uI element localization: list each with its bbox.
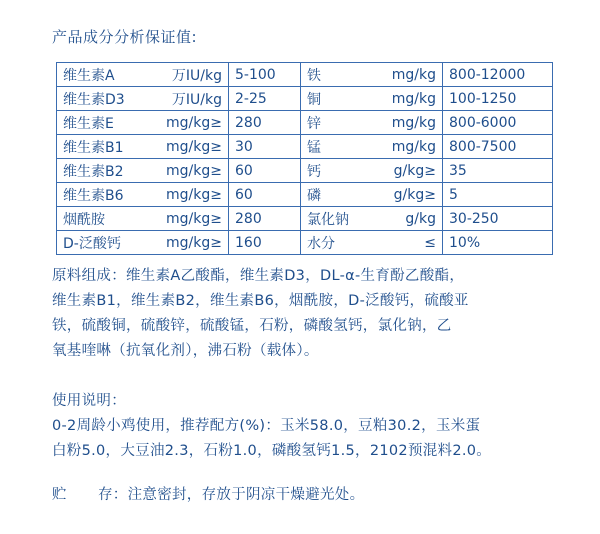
composition-paragraph [52, 264, 572, 364]
nutrient-unit: mg/kg≥ [166, 114, 222, 131]
nutrient-value: 5-100 [229, 63, 301, 87]
storage-label-2: 存： [98, 487, 128, 503]
section-title: 产品成分分析保证值: [52, 28, 198, 46]
analysis-row [57, 111, 553, 135]
analysis-row [57, 159, 553, 183]
nutrient-name: 维生素B1 [63, 139, 124, 156]
nutrient-cell [57, 111, 229, 135]
usage-line: 白粉5.0，大豆油2.3，石粉1.0，磷酸氢钙1.5，2102预混料2.0。 [52, 443, 492, 459]
nutrient-cell [301, 87, 443, 111]
nutrient-name: 钙 [307, 163, 321, 180]
composition-line: 氧基喹啉（抗氧化剂），沸石粉（载体）。 [52, 343, 319, 359]
nutrient-name: 水分 [307, 235, 335, 252]
nutrient-cell [57, 231, 229, 255]
usage-heading: 使用说明： [52, 393, 126, 409]
nutrient-value: 30-250 [443, 207, 553, 231]
usage-line: 0-2周龄小鸡使用，推荐配方(%)：玉米58.0，豆粕30.2，玉米蛋 [52, 418, 481, 434]
nutrient-value: 800-12000 [443, 63, 553, 87]
nutrient-name: 铜 [307, 91, 321, 108]
nutrient-value: 30 [229, 135, 301, 159]
nutrient-cell [301, 63, 443, 87]
nutrient-name: 烟酰胺 [63, 211, 105, 228]
nutrient-unit: ≤ [424, 234, 436, 251]
analysis-table [56, 62, 553, 255]
nutrient-unit: mg/kg≥ [166, 138, 222, 155]
nutrient-unit: mg/kg≥ [166, 162, 222, 179]
nutrient-cell [57, 159, 229, 183]
nutrient-name: 维生素E [63, 115, 114, 132]
nutrient-name: D-泛酸钙 [63, 235, 121, 252]
nutrient-name: 锰 [307, 139, 321, 156]
nutrient-unit: mg/kg≥ [166, 210, 222, 227]
storage-section [52, 483, 364, 504]
analysis-row [57, 231, 553, 255]
usage-section [52, 389, 572, 464]
nutrient-name: 维生素D3 [63, 91, 125, 108]
nutrient-cell [301, 159, 443, 183]
nutrient-cell [57, 207, 229, 231]
nutrient-unit: mg/kg [391, 90, 436, 107]
nutrient-unit: g/kg≥ [393, 162, 436, 179]
nutrient-unit: mg/kg≥ [166, 234, 222, 251]
nutrient-cell [57, 183, 229, 207]
nutrient-name: 氯化钠 [307, 211, 349, 228]
nutrient-unit: g/kg [405, 210, 436, 227]
nutrient-value: 35 [443, 159, 553, 183]
nutrient-name: 锌 [307, 115, 321, 132]
nutrient-value: 2-25 [229, 87, 301, 111]
nutrient-cell [57, 63, 229, 87]
nutrient-name: 铁 [307, 67, 321, 84]
storage-label-1: 贮 [52, 487, 67, 503]
nutrient-cell [301, 231, 443, 255]
nutrient-value: 280 [229, 111, 301, 135]
analysis-row [57, 87, 553, 111]
nutrient-value: 160 [229, 231, 301, 255]
nutrient-unit: mg/kg [391, 114, 436, 131]
composition-line: 维生素B1，维生素B2，维生素B6，烟酰胺，D-泛酸钙，硫酸亚 [52, 293, 469, 309]
nutrient-value: 60 [229, 183, 301, 207]
nutrient-value: 280 [229, 207, 301, 231]
composition-line: 铁，硫酸铜，硫酸锌，硫酸锰，石粉，磷酸氢钙，氯化钠，乙 [52, 318, 452, 334]
nutrient-name: 磷 [307, 187, 321, 204]
nutrient-value: 800-6000 [443, 111, 553, 135]
nutrient-name: 维生素B6 [63, 187, 124, 204]
nutrient-cell [57, 135, 229, 159]
nutrient-value: 100-1250 [443, 87, 553, 111]
nutrient-value: 800-7500 [443, 135, 553, 159]
nutrient-unit: mg/kg [391, 138, 436, 155]
nutrient-cell [301, 111, 443, 135]
analysis-row [57, 63, 553, 87]
nutrient-value: 10% [443, 231, 553, 255]
nutrient-cell [301, 183, 443, 207]
nutrient-unit: 万IU/kg [171, 91, 222, 108]
storage-text: 注意密封，存放于阴凉干燥避光处。 [127, 487, 365, 503]
nutrient-cell [301, 207, 443, 231]
nutrient-cell [301, 135, 443, 159]
nutrient-unit: g/kg≥ [393, 186, 436, 203]
nutrient-cell [57, 87, 229, 111]
nutrient-unit: mg/kg [391, 66, 436, 83]
nutrient-unit: 万IU/kg [171, 67, 222, 84]
nutrient-value: 60 [229, 159, 301, 183]
composition-line: 原料组成：维生素A乙酸酯，维生素D3，DL-α-生育酚乙酸酯， [52, 268, 465, 284]
analysis-row [57, 207, 553, 231]
analysis-row [57, 135, 553, 159]
analysis-row [57, 183, 553, 207]
nutrient-unit: mg/kg≥ [166, 186, 222, 203]
nutrient-value: 5 [443, 183, 553, 207]
nutrient-name: 维生素A [63, 67, 115, 84]
nutrient-name: 维生素B2 [63, 163, 124, 180]
